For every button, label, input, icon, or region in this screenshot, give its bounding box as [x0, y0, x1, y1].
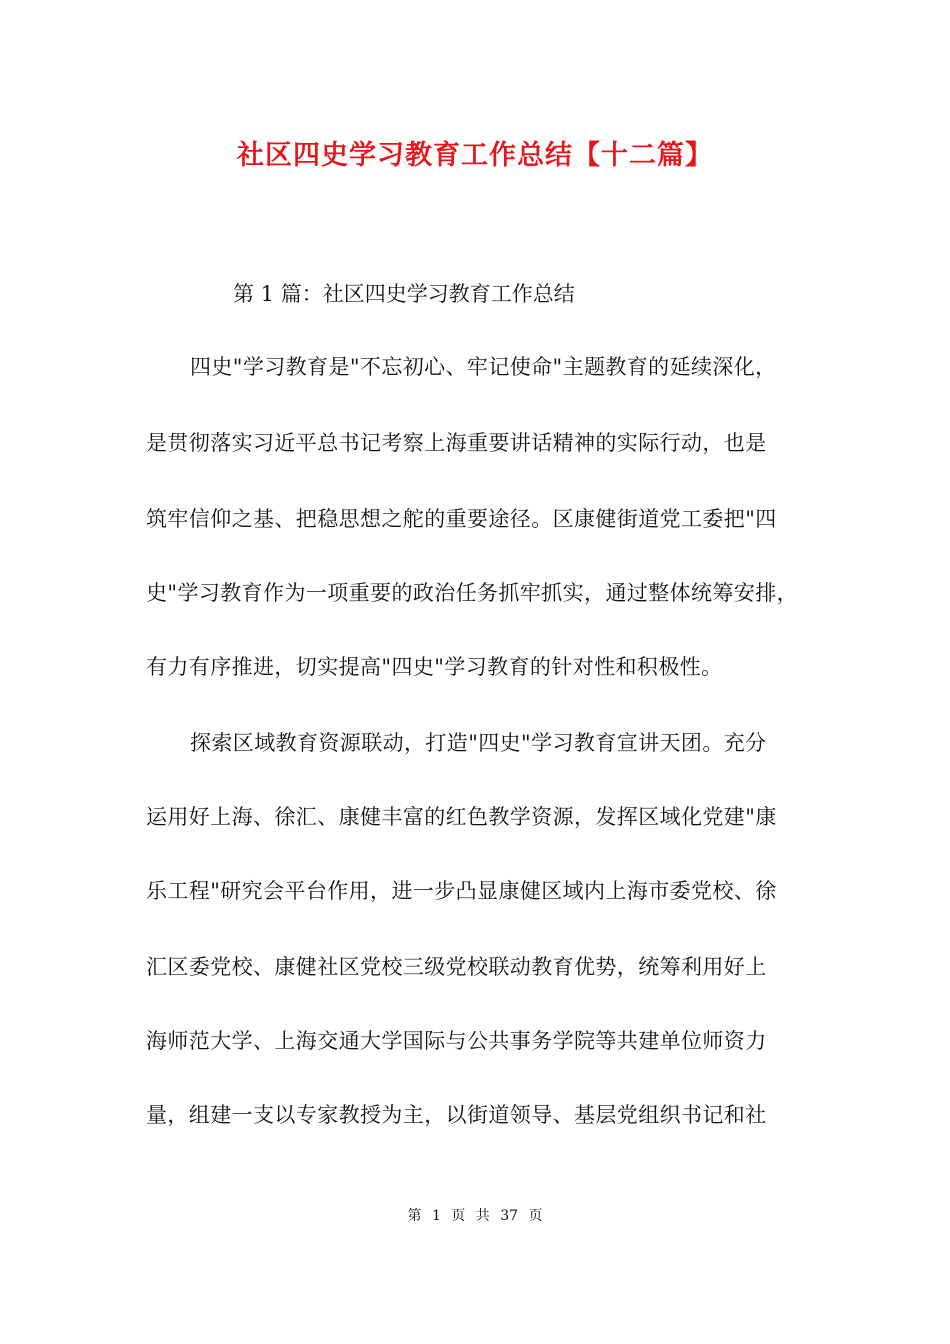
paragraph-line: 筑牢信仰之基、把稳思想之舵的重要途径。区康健街道党工委把"四: [146, 507, 777, 531]
document-title: 社区四史学习教育工作总结【十二篇】: [237, 140, 713, 171]
paragraph-line: 汇区委党校、康健社区党校三级党校联动教育优势，统筹利用好上: [146, 955, 767, 979]
paragraph-line: 四史"学习教育是"不忘初心、牢记使命"主题教育的延续深化，: [190, 355, 777, 379]
paragraph-line: 海师范大学、上海交通大学国际与公共事务学院等共建单位师资力: [146, 1029, 767, 1053]
paragraph-line: 是贯彻落实习近平总书记考察上海重要讲话精神的实际行动，也是: [146, 431, 767, 455]
paragraph-line: 有力有序推进，切实提高"四史"学习教育的针对性和积极性。: [146, 655, 723, 679]
paragraph-line: 史"学习教育作为一项重要的政治任务抓牢抓实，通过整体统筹安排，: [146, 581, 799, 605]
section-heading: 第 1 篇：社区四史学习教育工作总结: [233, 282, 575, 306]
paragraph-line: 运用好上海、徐汇、康健丰富的红色教学资源，发挥区域化党建"康: [146, 805, 777, 829]
paragraph-line: 乐工程"研究会平台作用，进一步凸显康健区域内上海市委党校、徐: [146, 879, 777, 903]
page-number-footer: 第 1 页 共 37 页: [407, 1208, 543, 1224]
paragraph-line: 量，组建一支以专家教授为主，以街道领导、基层党组织书记和社: [146, 1103, 767, 1127]
paragraph-line: 探索区域教育资源联动，打造"四史"学习教育宣讲天团。充分: [190, 731, 767, 755]
